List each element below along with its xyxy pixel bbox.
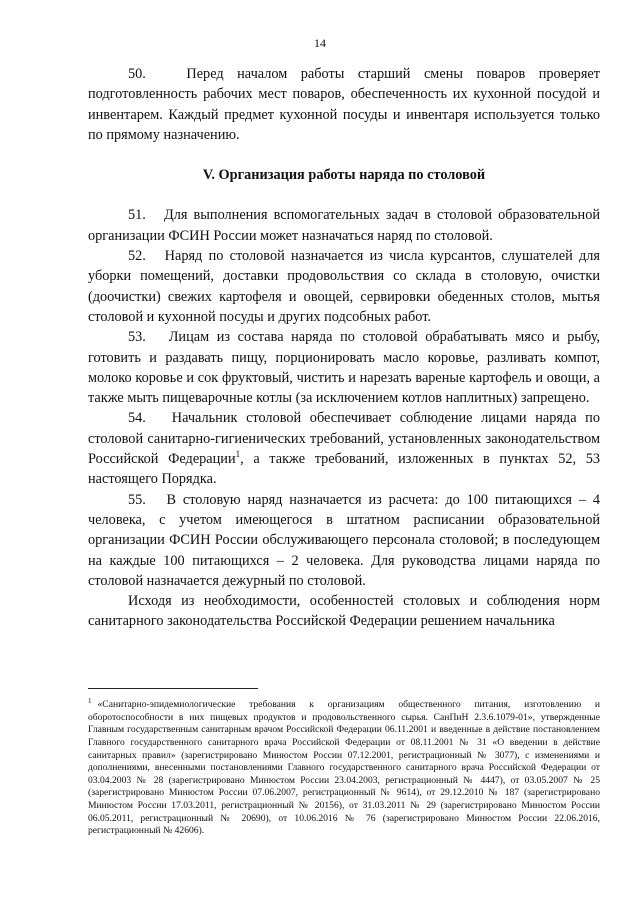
section-heading: V. Организация работы наряда по столовой	[202, 167, 486, 184]
paragraph-54-text-start: 54. Начальник столовой обеспечивает соблюдение лицами наряда по столовой санитарно-гигиенических требований, установленных законодательством Российской Федерации	[88, 410, 600, 468]
footnote-text: «Санитарно-эпидемиологические требования к организациям общественного питания, изготовлению и оборотоспособности в них пищевых продуктов и продовольственного сырья. СанПиН 2.3.6.1079-01», утвержденные Главным государственным санитарным врачом Российской Федерации 06.11.2001 и введенные в действие постановлением Главного государственного санитарного врача Российской Федерации от 08.11.2001 № 31 «О введении в действие санитарных правил» (зарегистрировано Минюстом России 07.12.2001, регистрационный № 3077), с изменениями и дополнениями, внесенными постановлениями Главного государственного санитарного врача Российской Федерации от 03.04.2003 № 28 (зарегистрировано Минюстом России 23.04.2003, регистрационный № 4447), от 03.05.2007 № 25 (зарегистрировано Минюстом России 07.06.2007, регистрационный № 9614), от 29.12.2010 № 187 (зарегистрировано Минюстом России 17.03.2011, регистрационный № 20156), от 31.03.2011 № 29 (зарегистрировано Минюстом России 06.05.2011, регистрационный № 20690), от 10.06.2016 № 76 (зарегистрировано Минюстом России 22.06.2016, регистрационный № 42606).	[88, 699, 600, 837]
paragraph-52: 52. Наряд по столовой назначается из числа курсантов, слушателей для уборки помещений, доставки продовольствия со склада в столовую, очистки (доочистки) свежих картофеля и овощей, сервировки обеденных столов, мытья столовой и кухонной посуды и других подсобных работ.	[88, 248, 600, 325]
paragraph-continuation: Исходя из необходимости, особенностей столовых и соблюдения норм санитарного законодательства Российской Федерации решением начальника	[88, 593, 600, 630]
page-number: 14	[314, 36, 326, 50]
paragraph-53: 53. Лицам из состава наряда по столовой обрабатывать мясо и рыбу, готовить и раздавать пищу, порционировать масло коровье, разливать компот, молоко коровье и сок фруктовый, чистить и нарезать вареные картофель и овощи, а также мыть пищеварочные котлы (за исключением котлов наплитных) запрещено.	[88, 329, 600, 407]
footnote-mark: 1	[88, 697, 92, 705]
paragraph-51: 51. Для выполнения вспомогательных задач в столовой образовательной организации ФСИН России может назначаться наряд по столовой.	[88, 207, 600, 244]
footnote-reference: 1	[235, 449, 241, 460]
main-text	[88, 64, 600, 632]
paragraph-50: 50. Перед началом работы старший смены поваров проверяет подготовленность рабочих мест поваров, обеспеченность их кухонной посудой и инвентарем. Каждый предмет кухонной посуды и инвентаря используется только по прямому назначению.	[88, 66, 600, 143]
paragraph-55: 55. В столовую наряд назначается из расчета: до 100 питающихся – 4 человека, с учетом имеющегося в штатном расписании образовательной организации ФСИН России обслуживающего персонала столовой; в последующем на каждые 100 питающихся – 2 человека. Для руководства лицами наряда по столовой назначается дежурный по столовой.	[88, 491, 600, 589]
footnote-divider	[88, 688, 258, 689]
footnote	[88, 695, 600, 838]
paragraph-54	[88, 408, 600, 489]
paragraph-54-text-end: , а также требований, изложенных в пунктах 52, 53 настоящего Порядка.	[88, 451, 600, 488]
